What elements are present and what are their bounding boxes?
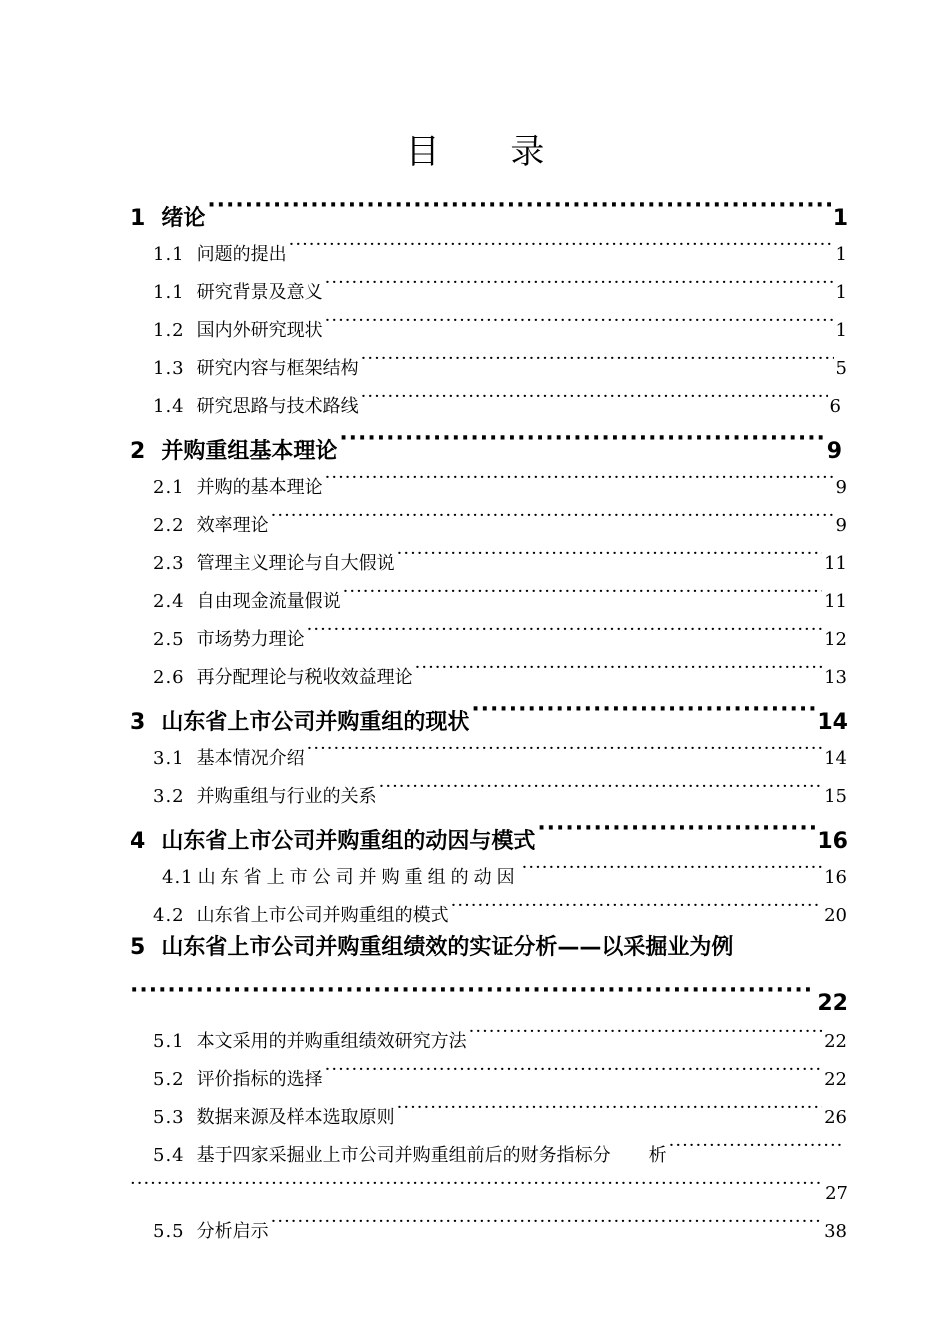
- dot-leader: [537, 810, 815, 848]
- toc-title: 绪论: [161, 206, 206, 231]
- toc-page-number: 12: [824, 629, 847, 650]
- toc-section-2-5[interactable]: [153, 615, 847, 650]
- dot-leader: [379, 772, 822, 802]
- toc-number: 1.3: [153, 358, 185, 379]
- toc-title: 研究思路与技术路线: [196, 396, 359, 417]
- toc-section-5-3[interactable]: [153, 1093, 847, 1128]
- toc-section-5-5[interactable]: [153, 1207, 847, 1242]
- dot-leader: [325, 463, 834, 493]
- toc-page-number: 15: [824, 786, 847, 807]
- toc-number: 2.1: [153, 477, 185, 498]
- toc-title: 山东省上市公司并购重组绩效的实证分析——以采掘业为例: [161, 935, 734, 960]
- toc-chapter-1[interactable]: [130, 187, 848, 231]
- dot-leader: [471, 691, 815, 729]
- toc-number: 1.1: [153, 244, 185, 265]
- toc-title: 山东省上市公司并购重组的现状: [161, 710, 470, 735]
- toc-section-2-3[interactable]: [153, 539, 847, 574]
- toc-number: 2.6: [153, 667, 185, 688]
- toc-number: 2.5: [153, 629, 185, 650]
- dot-leader: [397, 539, 822, 569]
- toc-number: 3.1: [153, 748, 185, 769]
- toc-page-number: 11: [824, 553, 847, 574]
- toc-title: 基本情况介绍: [196, 748, 305, 769]
- toc-title: 并购重组基本理论: [161, 439, 338, 464]
- toc-title: 分析启示: [196, 1221, 269, 1242]
- toc-section-4-2[interactable]: [153, 891, 847, 926]
- dot-leader: [325, 268, 834, 298]
- dot-leader: [469, 1017, 822, 1047]
- toc-number: 4.2: [153, 905, 185, 926]
- toc-page-number: 6: [829, 396, 841, 417]
- toc-title: 市场势力理论: [196, 629, 305, 650]
- toc-section-1-4[interactable]: [153, 382, 841, 417]
- toc-number: 1.1: [153, 282, 185, 303]
- toc-page-number: 11: [824, 591, 847, 612]
- toc-section-5-1[interactable]: [153, 1017, 847, 1052]
- toc-number: 3.2: [153, 786, 185, 807]
- dot-leader: [307, 615, 822, 645]
- toc-title: 问题的提出: [196, 244, 287, 265]
- dot-leader: [522, 853, 822, 883]
- toc-title: 并购的基本理论: [196, 477, 323, 498]
- dot-leader: [397, 1093, 822, 1123]
- toc-page-number: 1: [835, 244, 847, 265]
- toc-title: 评价指标的选择: [196, 1069, 323, 1090]
- dot-leader: [339, 420, 824, 458]
- toc-section-5-4-continuation[interactable]: [130, 1169, 848, 1204]
- toc-title: 管理主义理论与自大假说: [196, 553, 395, 574]
- toc-title: 效率理论: [196, 515, 269, 536]
- toc-page-number: 14: [817, 710, 848, 735]
- toc-page-number: 14: [824, 748, 847, 769]
- toc-section-5-2[interactable]: [153, 1055, 847, 1090]
- dot-leader: [451, 891, 822, 921]
- toc-title: 山东省上市公司并购重组的动因与模式: [161, 829, 536, 854]
- dot-leader: [361, 344, 834, 374]
- toc-page-number: 1: [835, 320, 847, 341]
- dot-leader: [130, 972, 815, 1010]
- toc-page-number: 9: [826, 439, 842, 464]
- toc-page-number: 1: [832, 206, 848, 231]
- toc-number: 2: [130, 439, 146, 464]
- toc-page-number: 22: [824, 1031, 847, 1052]
- dot-leader: [307, 734, 822, 764]
- dot-leader: [669, 1131, 845, 1161]
- toc-title: 研究内容与框架结构: [196, 358, 359, 379]
- toc-section-1-1a[interactable]: [153, 230, 847, 265]
- toc-number: 5.4: [153, 1145, 185, 1166]
- toc-chapter-3[interactable]: [130, 691, 848, 735]
- toc-section-1-3[interactable]: [153, 344, 847, 379]
- toc-title: 国内外研究现状: [196, 320, 323, 341]
- dot-leader: [415, 653, 822, 683]
- toc-title: 基于四家采掘业上市公司并购重组前后的财务指标分: [196, 1145, 611, 1166]
- toc-number: 5: [130, 935, 146, 960]
- dot-leader: [289, 230, 834, 260]
- toc-section-2-1[interactable]: [153, 463, 847, 498]
- toc-page-number: 16: [817, 829, 848, 854]
- toc-number: 4.1: [162, 867, 194, 888]
- toc-number: 2.2: [153, 515, 185, 536]
- toc-page-number: 26: [824, 1107, 847, 1128]
- toc-section-2-6[interactable]: [153, 653, 847, 688]
- toc-number: 5.5: [153, 1221, 185, 1242]
- toc-number: 5.2: [153, 1069, 185, 1090]
- toc-section-5-4[interactable]: [153, 1131, 847, 1166]
- toc-number: 2.3: [153, 553, 185, 574]
- dot-leader: [130, 1169, 823, 1199]
- toc-page-number: 20: [824, 905, 847, 926]
- toc-title: 山东省上市公司并购重组的模式: [196, 905, 449, 926]
- dot-leader: [343, 577, 822, 607]
- toc-chapter-4[interactable]: [130, 810, 848, 854]
- toc-number: 4: [130, 829, 146, 854]
- toc-page-number: 27: [825, 1183, 848, 1204]
- dot-leader: [271, 501, 834, 531]
- toc-title-tail: 析: [648, 1145, 667, 1166]
- toc-title: 自由现金流量假说: [196, 591, 341, 612]
- toc-title: 再分配理论与税收效益理论: [196, 667, 413, 688]
- toc-title: 并购重组与行业的关系: [196, 786, 377, 807]
- toc-number: 2.4: [153, 591, 185, 612]
- toc-section-3-1[interactable]: [153, 734, 847, 769]
- toc-page-number: 1: [835, 282, 847, 303]
- toc-number: 1.2: [153, 320, 185, 341]
- toc-title: 研究背景及意义: [196, 282, 323, 303]
- toc-section-1-1b[interactable]: [153, 268, 847, 303]
- toc-number: 1.4: [153, 396, 185, 417]
- toc-number: 3: [130, 710, 146, 735]
- toc-section-2-2[interactable]: [153, 501, 847, 536]
- toc-page-number: 22: [824, 1069, 847, 1090]
- toc-chapter-2[interactable]: [130, 420, 842, 464]
- toc-section-4-1[interactable]: [162, 853, 847, 888]
- toc-page-number: 5: [835, 358, 847, 379]
- toc-page-number: 13: [824, 667, 847, 688]
- toc-title: 山东省上市公司并购重组的动因: [197, 867, 520, 888]
- page-title: 目 录: [405, 132, 575, 172]
- toc-section-1-2[interactable]: [153, 306, 847, 341]
- dot-leader: [325, 1055, 822, 1085]
- toc-chapter-5[interactable]: [130, 929, 848, 967]
- toc-page-number: 38: [824, 1221, 847, 1242]
- toc-section-2-4[interactable]: [153, 577, 847, 612]
- toc-title: 数据来源及样本选取原则: [196, 1107, 395, 1128]
- toc-page-number: 9: [835, 477, 847, 498]
- toc-chapter-5-continuation[interactable]: [130, 972, 848, 1016]
- toc-page-number: 16: [824, 867, 847, 888]
- toc-number: 5.3: [153, 1107, 185, 1128]
- dot-leader: [361, 382, 828, 412]
- dot-leader: [325, 306, 834, 336]
- dot-leader: [207, 187, 830, 225]
- toc-section-3-2[interactable]: [153, 772, 847, 807]
- dot-leader: [271, 1207, 822, 1237]
- toc-page-number: 22: [817, 991, 848, 1016]
- toc-number: 1: [130, 206, 146, 231]
- toc-number: 5.1: [153, 1031, 185, 1052]
- toc-title: 本文采用的并购重组绩效研究方法: [196, 1031, 467, 1052]
- toc-page-number: 9: [835, 515, 847, 536]
